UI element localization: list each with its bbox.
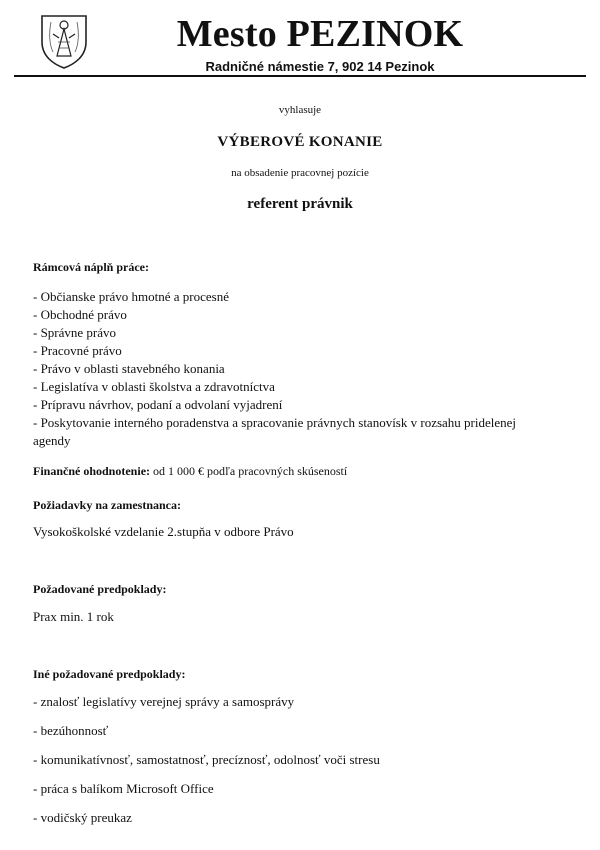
duty-item: - Prípravu návrhov, podaní a odvolaní vyjadrení xyxy=(33,397,283,412)
duty-item: - Občianske právo hmotné a procesné xyxy=(33,289,230,304)
announces-text: vyhlasuje xyxy=(278,104,322,116)
other-item: - znalosť legislatívy verejnej správy a samosprávy xyxy=(33,694,295,709)
requirements-heading: Požiadavky na zamestnanca: xyxy=(33,498,181,512)
other-item: - vodičský preukaz xyxy=(33,810,132,825)
duties-heading: Rámcová náplň práce: xyxy=(33,260,149,274)
duty-item: - Obchodné právo xyxy=(33,307,127,322)
prerequisites-value: Prax min. 1 rok xyxy=(33,609,114,624)
other-item: - bezúhonnosť xyxy=(33,723,109,738)
requirements-value: Vysokoškolské vzdelanie 2.stupňa v odbore Právo xyxy=(33,524,294,539)
header-divider xyxy=(14,75,586,77)
position-title: referent právnik xyxy=(247,196,353,212)
salary-line xyxy=(33,462,553,480)
other-prerequisites-list xyxy=(33,693,553,827)
duty-item: - Poskytovanie interného poradenstva a spracovanie právnych stanovísk v rozsahu pridelenej agendy xyxy=(33,415,517,448)
competition-title: VÝBEROVÉ KONANIE xyxy=(217,134,383,150)
duty-item: - Legislatíva v oblasti školstva a zdravotníctva xyxy=(33,379,275,394)
duty-item: - Pracovné právo xyxy=(33,343,122,358)
other-prerequisites-heading: Iné požadované predpoklady: xyxy=(33,667,186,681)
other-prerequisites-section xyxy=(33,665,553,838)
other-item: - komunikatívnosť, samostatnosť, precíznosť, odolnosť voči stresu xyxy=(33,752,380,767)
duty-item: - Správne právo xyxy=(33,325,117,340)
town-address: Radničné námestie 7, 902 14 Pezinok xyxy=(205,59,435,74)
salary-label: Finančné ohodnotenie: xyxy=(33,464,151,478)
salary-value: od 1 000 € podľa pracovných skúseností xyxy=(150,464,348,478)
duties-list xyxy=(33,288,553,450)
other-item: - práca s balíkom Microsoft Office xyxy=(33,781,214,796)
letterhead xyxy=(14,0,586,80)
prerequisites-section xyxy=(33,580,553,626)
filling-text: na obsadenie pracovnej pozície xyxy=(231,167,369,179)
requirements-section xyxy=(33,496,553,541)
prerequisites-heading: Požadované predpoklady: xyxy=(33,582,167,596)
duties-section xyxy=(33,258,553,450)
duty-item: - Právo v oblasti stavebného konania xyxy=(33,361,225,376)
town-title: Mesto PEZINOK xyxy=(176,13,464,55)
